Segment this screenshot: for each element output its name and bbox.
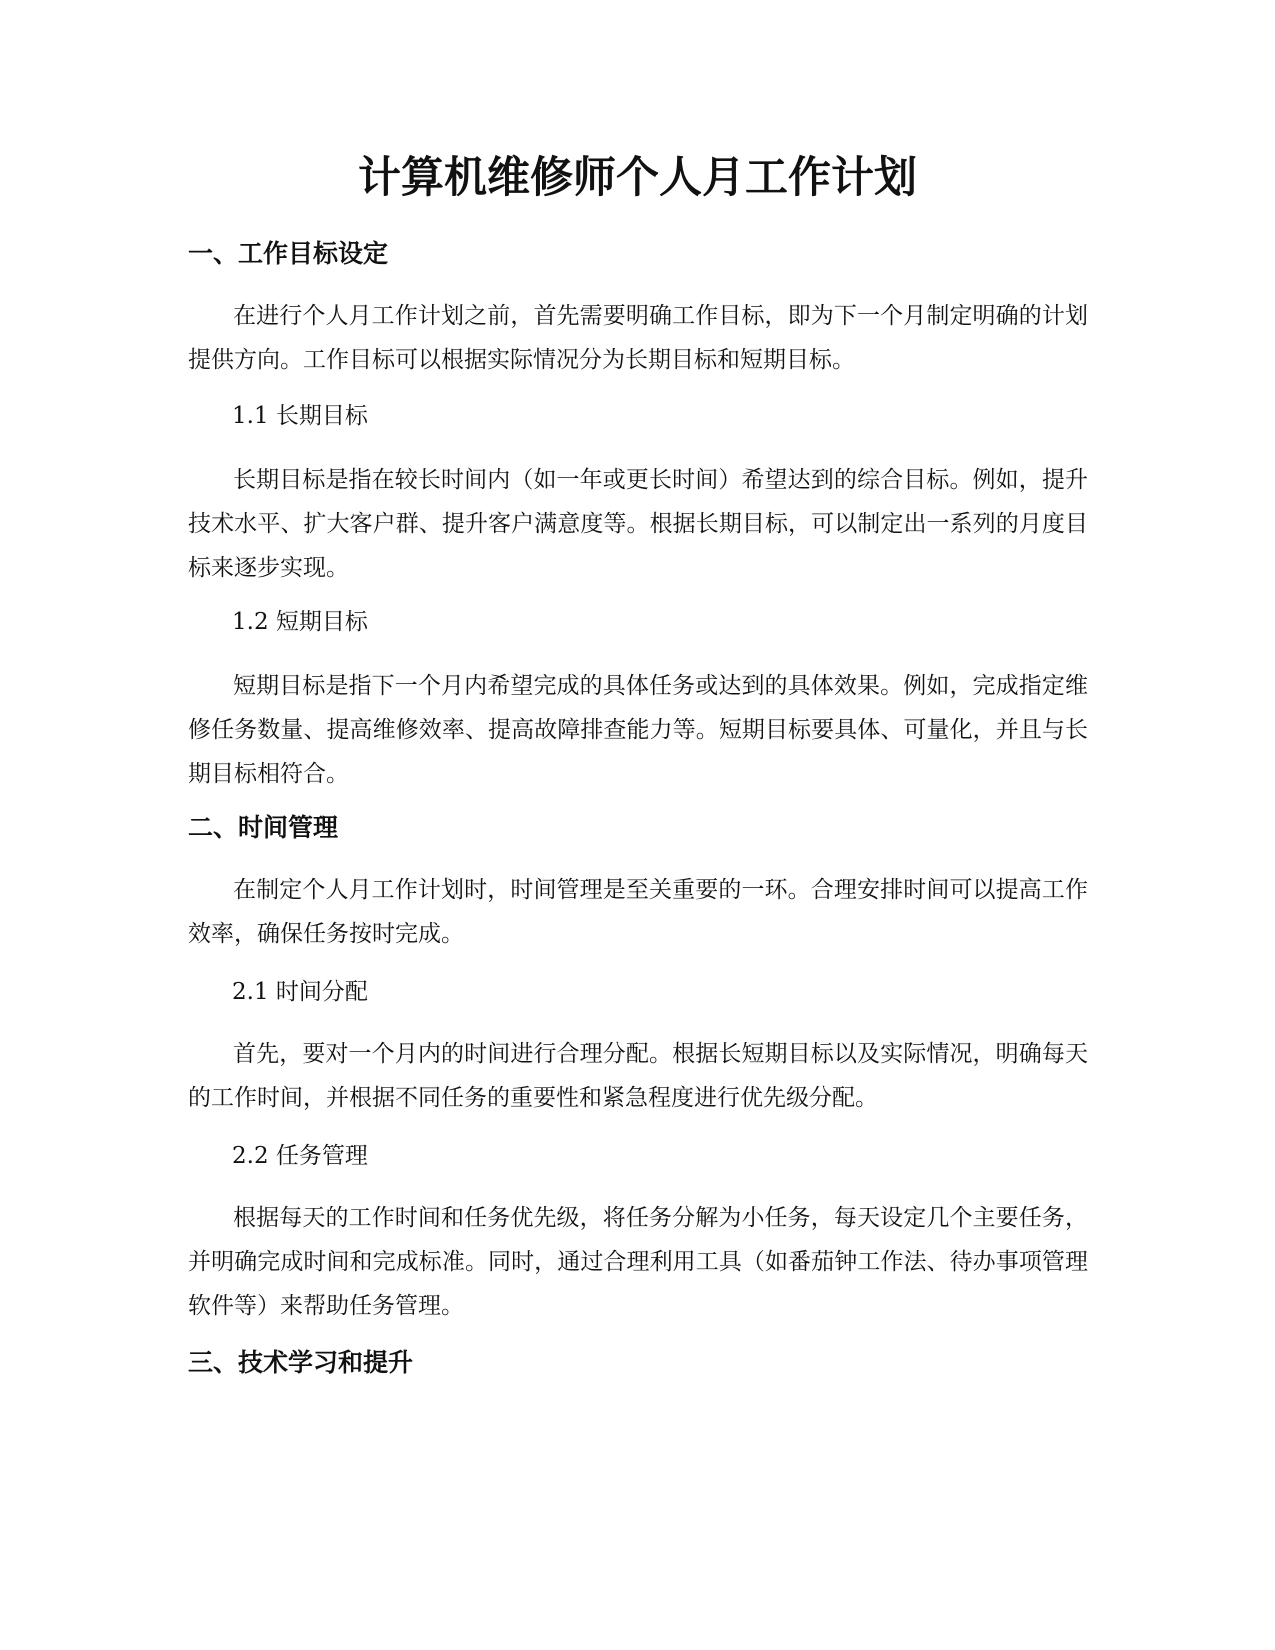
paragraph-time-allocation: 首先，要对一个月内的时间进行合理分配。根据长短期目标以及实际情况，明确每天的工作时间，并根据不同任务的重要性和紧急程度进行优先级分配。 [188, 1041, 1088, 1111]
paragraph-goals-intro: 在进行个人月工作计划之前，首先需要明确工作目标，即为下一个月制定明确的计划提供方向。工作目标可以根据实际情况分为长期目标和短期目标。 [188, 303, 1088, 373]
section-heading-tech-learning: 三、技术学习和提升 [188, 1348, 414, 1377]
paragraph-long-term-goals: 长期目标是指在较长时间内（如一年或更长时间）希望达到的综合目标。例如，提升技术水平、扩大客户群、提升客户满意度等。根据长期目标，可以制定出一系列的月度目标来逐步实现。 [188, 467, 1088, 581]
document-title: 计算机维修师个人月工作计划 [358, 153, 917, 203]
section-heading-goals: 一、工作目标设定 [188, 239, 389, 268]
paragraph-short-term-goals: 短期目标是指下一个月内希望完成的具体任务或达到的具体效果。例如，完成指定维修任务数量、提高维修效率、提高故障排查能力等。短期目标要具体、可量化，并且与长期目标相符合。 [188, 673, 1088, 787]
paragraph-task-management: 根据每天的工作时间和任务优先级，将任务分解为小任务，每天设定几个主要任务，并明确完成时间和完成标准。同时，通过合理利用工具（如番茄钟工作法、待办事项管理软件等）来帮助任务管理。 [188, 1205, 1088, 1319]
subheading-task-management: 2.2 任务管理 [232, 1143, 368, 1169]
section-heading-time-management: 二、时间管理 [188, 813, 339, 842]
subheading-short-term-goals: 1.2 短期目标 [232, 609, 368, 635]
paragraph-time-management-intro: 在制定个人月工作计划时，时间管理是至关重要的一环。合理安排时间可以提高工作效率，确保任务按时完成。 [188, 877, 1088, 947]
subheading-time-allocation: 2.1 时间分配 [232, 979, 368, 1005]
subheading-long-term-goals: 1.1 长期目标 [232, 403, 368, 429]
